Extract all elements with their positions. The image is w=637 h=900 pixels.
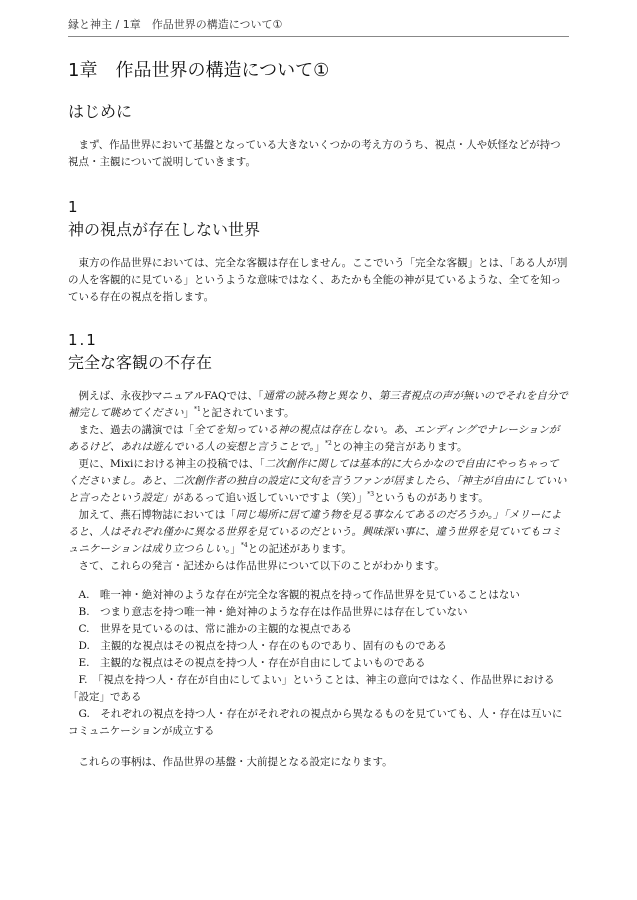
paragraph-mixi: 更に、Mixiにおける神主の投稿では、「二次創作に関しては基本的に大らかなので自由にやっちゃってくださいまし。あと、二次創作者の独自の設定に文句を言うファンが居ましたら、「神主が自由にしていいと言ったという設定」があるって追い返していいですよ（笑）」$^{*3}$というものがあります。: [68, 458, 567, 504]
footnote-mark-4[interactable]: *4: [240, 542, 248, 549]
list-item: F. 「視点を持つ人・存在が自由にしてよい」ということは、神主の意向ではなく、作品世界における「設定」である: [68, 674, 555, 703]
closing-paragraph: これらの事柄は、作品世界の基盤・大前提となる設定になります。: [78, 756, 393, 768]
section-number-1: 1: [68, 198, 80, 216]
conclusion-list: [68, 587, 569, 740]
list-item: A. 唯一神・絶対神のような存在が完全な客観的視点を持って作品世界を見ていることはない: [78, 589, 520, 601]
intro-paragraph: まず、作品世界において基盤となっている大きないくつかの考え方のうち、視点・人や妖怪などが持つ視点・主観について説明していきます。: [68, 139, 561, 168]
section-1-block: [68, 255, 569, 306]
quote-lecture: 全てを知っている神の視点は存在しない。あ、エンディングでナレーションがあるけど、あれは遊んでいる人の妄想と言うことで。: [68, 424, 560, 453]
section-heading-1: 神の視点が存在しない世界: [68, 220, 261, 239]
chapter-title: 1章 作品世界の構造について①: [68, 60, 330, 81]
quote-faq: 通常の読み物と異なり、第三者視点の声が無いのでそれを自分で補完して眺めてください: [68, 390, 568, 419]
intro-heading: はじめに: [68, 102, 133, 121]
list-item: E. 主観的な視点はその視点を持つ人・存在が自由にしてよいものである: [78, 657, 426, 669]
intro-block: [68, 137, 569, 171]
list-item: B. つまり意志を持つ唯一神・絶対神のような存在は作品世界には存在していない: [78, 606, 468, 618]
footnote-mark-2[interactable]: *2: [325, 440, 332, 447]
paragraph-enseki: 加えて、燕石博物誌においては「同じ場所に居て違う物を見る事なんてあるのだろうか。」「メリーによると、人はそれぞれ僅かに異なる世界を見ているのだという。興味深い事に、違う世界を見ていてもコミュニケーションは成り立つらしい。」$^{*4}$との記述があります。: [68, 509, 562, 555]
section-1-paragraph: 東方の作品世界においては、完全な客観は存在しません。ここでいう「完全な客観」とは、「ある人が別の人を客観的に見ている」というような意味ではなく、あたかも全能の神が見ているような、全てを知っている存在の視点を指します。: [68, 257, 568, 303]
section-heading-1-1: 完全な客観の不存在: [68, 353, 213, 372]
footnote-mark-3[interactable]: *3: [367, 491, 375, 498]
list-item: G. それぞれの視点を持つ人・存在がそれぞれの視点から異なるものを見ていても、人・存在は互いにコミュニケーションが成立する: [68, 708, 563, 737]
quote-enseki: 同じ場所に居て違う物を見る事なんてあるのだろうか。」「メリーによると、人はそれぞれ僅かに異なる世界を見ているのだという。興味深い事に、違う世界を見ていてもコミュニケーションは成り立つらしい。: [68, 509, 562, 555]
list-item: D. 主観的な視点はその視点を持つ人・存在のものであり、固有のものである: [78, 640, 447, 652]
closing-block: [68, 754, 569, 771]
section-1-1-block: [68, 388, 569, 575]
running-header: 縁と神主 / 1章 作品世界の構造について①: [68, 16, 569, 37]
quote-mixi: 二次創作に関しては基本的に大らかなので自由にやっちゃってくださいまし。あと、二次創作者の独自の設定に文句を言うファンが居ましたら、「神主が自由にしていいと言ったという設定」: [68, 458, 567, 504]
paragraph-lecture: また、過去の講演では「全てを知っている神の視点は存在しない。あ、エンディングでナレーションがあるけど、あれは遊んでいる人の妄想と言うことで。」$^{*2}$との神主の発言があります。: [68, 424, 560, 453]
paragraph-summary-intro: さて、これらの発言・記述からは作品世界について以下のことがわかります。: [78, 560, 445, 572]
list-item: C. 世界を見ているのは、常に誰かの主観的な視点である: [78, 623, 352, 635]
section-number-1-1: 1.1: [68, 331, 98, 349]
paragraph-faq: 例えば、永夜抄マニュアルFAQでは、「通常の読み物と異なり、第三者視点の声が無いのでそれを自分で補完して眺めてください」$^{*1}$と記されています。: [68, 390, 568, 419]
footnote-mark-1[interactable]: *1: [194, 406, 201, 413]
